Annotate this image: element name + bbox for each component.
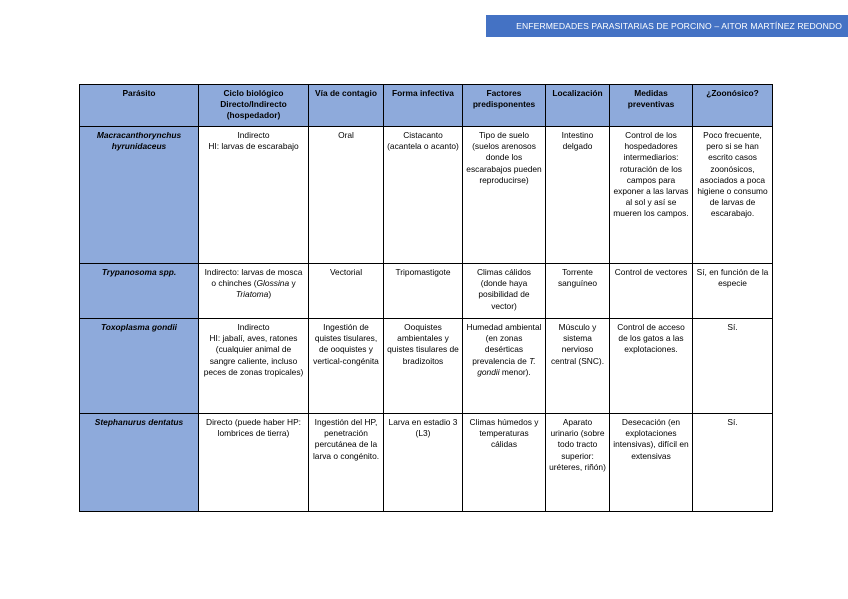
column-header-route: Vía de contagio (309, 85, 384, 127)
zoonotic-cell: Sí, en función de la especie (693, 264, 773, 319)
column-header-cycle: Ciclo biológico Directo/Indirecto (hospedador) (199, 85, 309, 127)
zoonotic-cell: Sí. (693, 414, 773, 512)
table-row (80, 127, 773, 264)
cycle-cell (199, 319, 309, 414)
document-title: ENFERMEDADES PARASITARIAS DE PORCINO – AITOR MARTÍNEZ REDONDO (516, 21, 842, 31)
table-header-row (80, 85, 773, 127)
route-cell: Ingestión del HP, penetración percutánea de la larva o congénito. (309, 414, 384, 512)
zoonotic-cell: Sí. (693, 319, 773, 414)
cycle-and: y (291, 278, 296, 289)
cycle-text: Indirecto: larvas de mosca o chinches (204, 267, 303, 289)
parasite-name: Trypanosoma spp. (80, 264, 199, 319)
column-header-location: Localización (546, 85, 610, 127)
table-row (80, 319, 773, 414)
factors-end: menor). (501, 366, 531, 377)
column-header-form: Forma infectiva (384, 85, 463, 127)
form-cell: Ooquistes ambientales y quistes tisulares de bradizoitos (384, 319, 463, 414)
cycle-type: Indirecto (237, 322, 270, 332)
cycle-cell (199, 127, 309, 264)
route-cell: Vectorial (309, 264, 384, 319)
column-header-factors: Factores predisponentes (463, 85, 546, 127)
location-cell: Músculo y sistema nervioso central (SNC). (546, 319, 610, 414)
vector-genus-1: Glossina (256, 278, 290, 289)
factors-cell (463, 319, 546, 414)
prevention-cell: Control de los hospedadores intermediarios: roturación de los campos para exponer a las larvas al sol y así se mueren los campos. (610, 127, 693, 264)
column-header-prevention: Medidas preventivas (610, 85, 693, 127)
table-row (80, 414, 773, 512)
location-cell: Intestino delgado (546, 127, 610, 264)
cycle-host: HI: jabalí, aves, ratones (cualquier animal de sangre caliente, incluso peces de zonas tropicales) (203, 333, 304, 377)
parasite-name: Toxoplasma gondii (80, 319, 199, 414)
species-name: T. gondii (477, 355, 536, 377)
cycle-type: Indirecto (237, 130, 270, 140)
factors-cell: Tipo de suelo (suelos arenosos donde los escarabajos pueden reproducirse) (463, 127, 546, 264)
document-header (486, 15, 848, 37)
prevention-cell: Control de acceso de los gatos a las explotaciones. (610, 319, 693, 414)
factors-cell: Climas cálidos (donde haya posibilidad de vector) (463, 264, 546, 319)
column-header-parasite: Parásito (80, 85, 199, 127)
cycle-host: HI: larvas de escarabajo (208, 141, 299, 152)
factors-text: Humedad ambiental (en zonas desérticas prevalencia de (466, 322, 542, 366)
cycle-cell: Indirecto: larvas de mosca o chinches (Glossina y Triatoma) (199, 264, 309, 319)
cycle-cell: Directo (puede haber HP: lombrices de tierra) (199, 414, 309, 512)
parasites-table (79, 84, 773, 512)
location-cell: Torrente sanguíneo (546, 264, 610, 319)
prevention-cell: Desecación (en explotaciones intensivas), difícil en extensivas (610, 414, 693, 512)
factors-cell: Climas húmedos y temperaturas cálidas (463, 414, 546, 512)
zoonotic-cell: Poco frecuente, pero si se han escrito casos zoonósicos, asociados a poca higiene o consumo de larvas de escarabajo. (693, 127, 773, 264)
column-header-zoonotic: ¿Zoonósico? (693, 85, 773, 127)
route-cell: Ingestión de quistes tisulares, de ooquistes y vertical-congénita (309, 319, 384, 414)
parasite-name: Macracanthorynchus hyrunidaceus (80, 127, 199, 264)
vector-genus-2: Triatoma (235, 289, 269, 300)
route-cell: Oral (309, 127, 384, 264)
form-cell: Tripomastigote (384, 264, 463, 319)
table-row (80, 264, 773, 319)
form-cell: Larva en estadio 3 (L3) (384, 414, 463, 512)
prevention-cell: Control de vectores (610, 264, 693, 319)
form-cell: Cistacanto (acantela o acanto) (384, 127, 463, 264)
location-cell: Aparato urinario (sobre todo tracto superior: uréteres, riñón) (546, 414, 610, 512)
parasite-name: Stephanurus dentatus (80, 414, 199, 512)
